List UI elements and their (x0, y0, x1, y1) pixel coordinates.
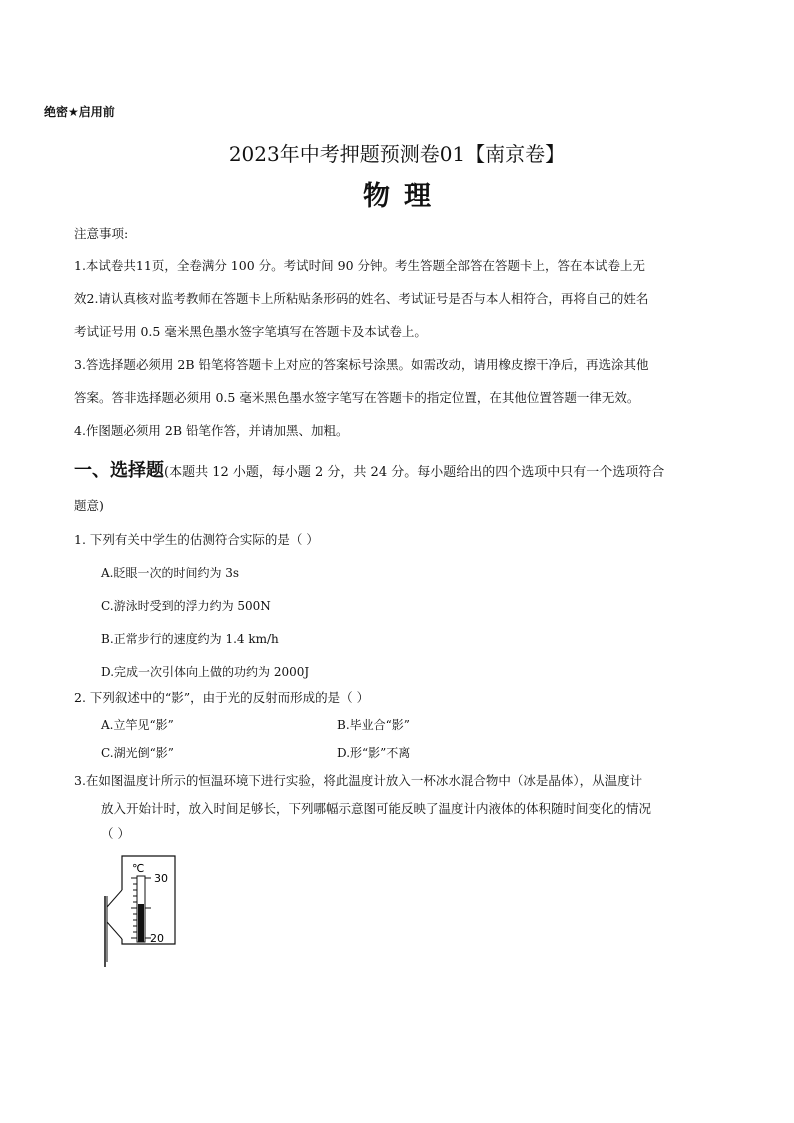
question-1-stem: 1. 下列有关中学生的估测符合实际的是（ ） (74, 532, 319, 547)
question-1-option-b: B.正常步行的速度约为 1.4 km/h (101, 632, 279, 646)
note-line: 答案。答非选择题必须用 0.5 毫米黑色墨水签字笔写在答题卡的指定位置，在其他位置答题一律无效。 (74, 390, 640, 405)
question-2-option-b: B.毕业合“影” (337, 718, 410, 732)
thermometer-figure (96, 852, 186, 972)
note-line: 效2.请认真核对监考教师在答题卡上所粘贴条形码的姓名、考试证号是否与本人相符合，再将自己的姓名 (74, 291, 649, 306)
question-2-option-c: C.湖光倒“影” (101, 746, 174, 760)
note-line: 考试证号用 0.5 毫米黑色墨水签字笔填写在答题卡及本试卷上。 (74, 324, 427, 339)
subject-title: 物理 (363, 181, 445, 212)
note-line: 1.本试卷共11页，全卷满分 100 分。考试时间 90 分钟。考生答题全部答在答题卡上，答在本试卷上无 (74, 258, 645, 273)
question-2-option-d: D.形“影”不离 (337, 746, 411, 760)
question-3-stem-line2: 放入开始计时，放入时间足够长，下列哪幅示意图可能反映了温度计内液体的体积随时间变化的情况 (101, 801, 652, 816)
note-line: 3.答选择题必须用 2B 铅笔将答题卡上对应的答案标号涂黑。如需改动，请用橡皮擦干净后，再选涂其他 (74, 357, 649, 372)
note-line: 4.作图题必须用 2B 铅笔作答，并请加黑、加粗。 (74, 423, 349, 438)
callout-line-top (107, 890, 122, 907)
section-description: (本题共 12 小题，每小题 2 分，共 24 分。每小题给出的四个选项中只有一个选项符合 (164, 465, 665, 480)
callout-line-bottom (107, 922, 122, 939)
confidential-label: 绝密★启用前 (44, 105, 115, 119)
section-heading (74, 456, 664, 482)
unit-label: ℃ (132, 862, 145, 875)
exam-title: 2023年中考押题预测卷01【南京卷】 (228, 142, 566, 166)
section-description-cont: 题意) (74, 498, 104, 513)
scale-label-bottom: 20 (150, 932, 164, 945)
question-2-stem: 2. 下列叙述中的“影”，由于光的反射而形成的是（ ） (74, 690, 370, 705)
liquid-column (138, 904, 144, 942)
magnified-frame (122, 856, 175, 944)
question-1-option-a: A.眨眼一次的时间约为 3s (101, 566, 240, 580)
question-2-option-a: A.立竿见“影” (101, 718, 174, 732)
question-1-option-c: C.游泳时受到的浮力约为 500N (101, 599, 271, 613)
question-1-option-d: D.完成一次引体向上做的功约为 2000J (101, 665, 310, 679)
section-title: 一、选择题 (74, 460, 164, 481)
question-3-stem-line3: （ ） (101, 826, 130, 841)
scale-label-top: 30 (154, 872, 168, 885)
notes-heading: 注意事项: (74, 226, 129, 241)
question-3-stem-line1: 3.在如图温度计所示的恒温环境下进行实验，将此温度计放入一杯冰水混合物中（冰是晶体），从温度计 (74, 773, 643, 788)
